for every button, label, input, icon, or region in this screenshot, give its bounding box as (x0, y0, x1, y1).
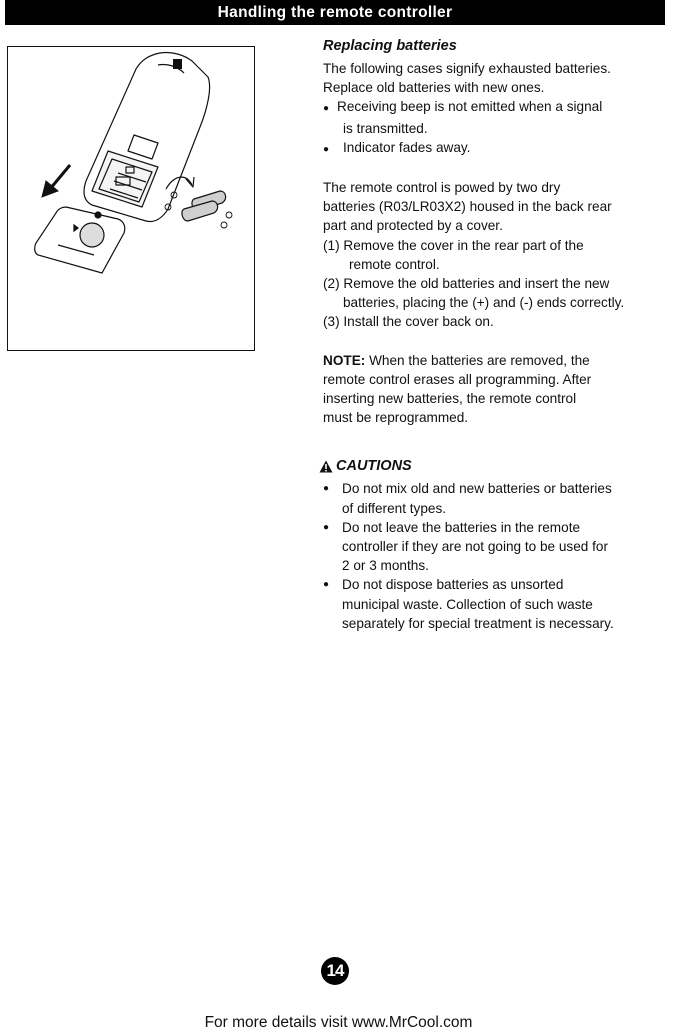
caution-text: Do not mix old and new batteries or batteries (342, 481, 612, 497)
caution-text: 2 or 3 months. (342, 558, 429, 574)
instructions-column (323, 37, 673, 633)
bullet-icon: ● (323, 521, 330, 533)
remote-back-illustration (8, 47, 254, 350)
battery-paragraph-line: The remote control is powed by two dry (323, 180, 561, 196)
bullet-icon: ● (323, 579, 330, 591)
note-label: NOTE: (323, 352, 366, 368)
cautions-list (323, 479, 673, 633)
note-line: inserting new batteries, the remote control (323, 391, 577, 407)
symptom-bullet (323, 97, 673, 118)
intro-line: The following cases signify exhausted batteries. (323, 61, 611, 76)
battery-paragraph-line: part and protected by a cover. (323, 218, 503, 234)
symptom-text: Receiving beep is not emitted when a signal (337, 99, 603, 115)
caution-text: controller if they are not going to be used for (342, 539, 608, 555)
caution-text: Do not leave the batteries in the remote (342, 519, 581, 535)
remote-battery-illustration (7, 46, 255, 351)
page-number-badge (321, 957, 349, 985)
caution-text: Do not dispose batteries as unsorted (342, 577, 564, 593)
footer-text: For more details visit www.MrCool.com (204, 1014, 473, 1031)
page-number: 14 (326, 961, 344, 980)
bullet-icon: ● (323, 103, 330, 115)
bullet-icon: ● (323, 483, 330, 495)
caution-item (323, 518, 673, 576)
note-text: When the batteries are removed, the (369, 352, 590, 368)
caution-text: of different types. (342, 500, 447, 516)
intro-line: Replace old batteries with new ones. (323, 80, 545, 96)
step-2-continued: batteries, placing the (+) and (-) ends correctly. (343, 295, 625, 311)
caution-item (323, 575, 673, 633)
symptom-text: Indicator fades away. (343, 139, 471, 155)
note-line: must be reprogrammed. (323, 410, 469, 426)
note-line (323, 351, 673, 370)
battery-paragraph-line: batteries (R03/LR03X2) housed in the back rear (323, 199, 612, 215)
bullet-icon: ● (323, 143, 330, 155)
symptom-text-continued: is transmitted. (343, 120, 428, 136)
caution-text: separately for special treatment is necessary. (342, 615, 614, 631)
footer-link-text (0, 1014, 677, 1032)
step-3: (3) Install the cover back on. (323, 314, 494, 330)
step-1: (1) Remove the cover in the rear part of the (323, 237, 584, 253)
symptom-bullet (323, 138, 673, 159)
replacing-batteries-heading: Replacing batteries (323, 38, 457, 54)
warning-triangle-icon (319, 460, 333, 473)
page-header (5, 0, 665, 25)
step-1-continued: remote control. (349, 256, 440, 272)
page-header-title: Handling the remote controller (217, 4, 453, 21)
cautions-heading (319, 457, 673, 476)
cautions-heading-text: CAUTIONS (336, 458, 412, 475)
caution-text: municipal waste. Collection of such waste (342, 596, 593, 612)
step-2: (2) Remove the old batteries and insert the new (323, 276, 610, 292)
note-line: remote control erases all programming. After (323, 371, 592, 387)
caution-item (323, 479, 673, 517)
